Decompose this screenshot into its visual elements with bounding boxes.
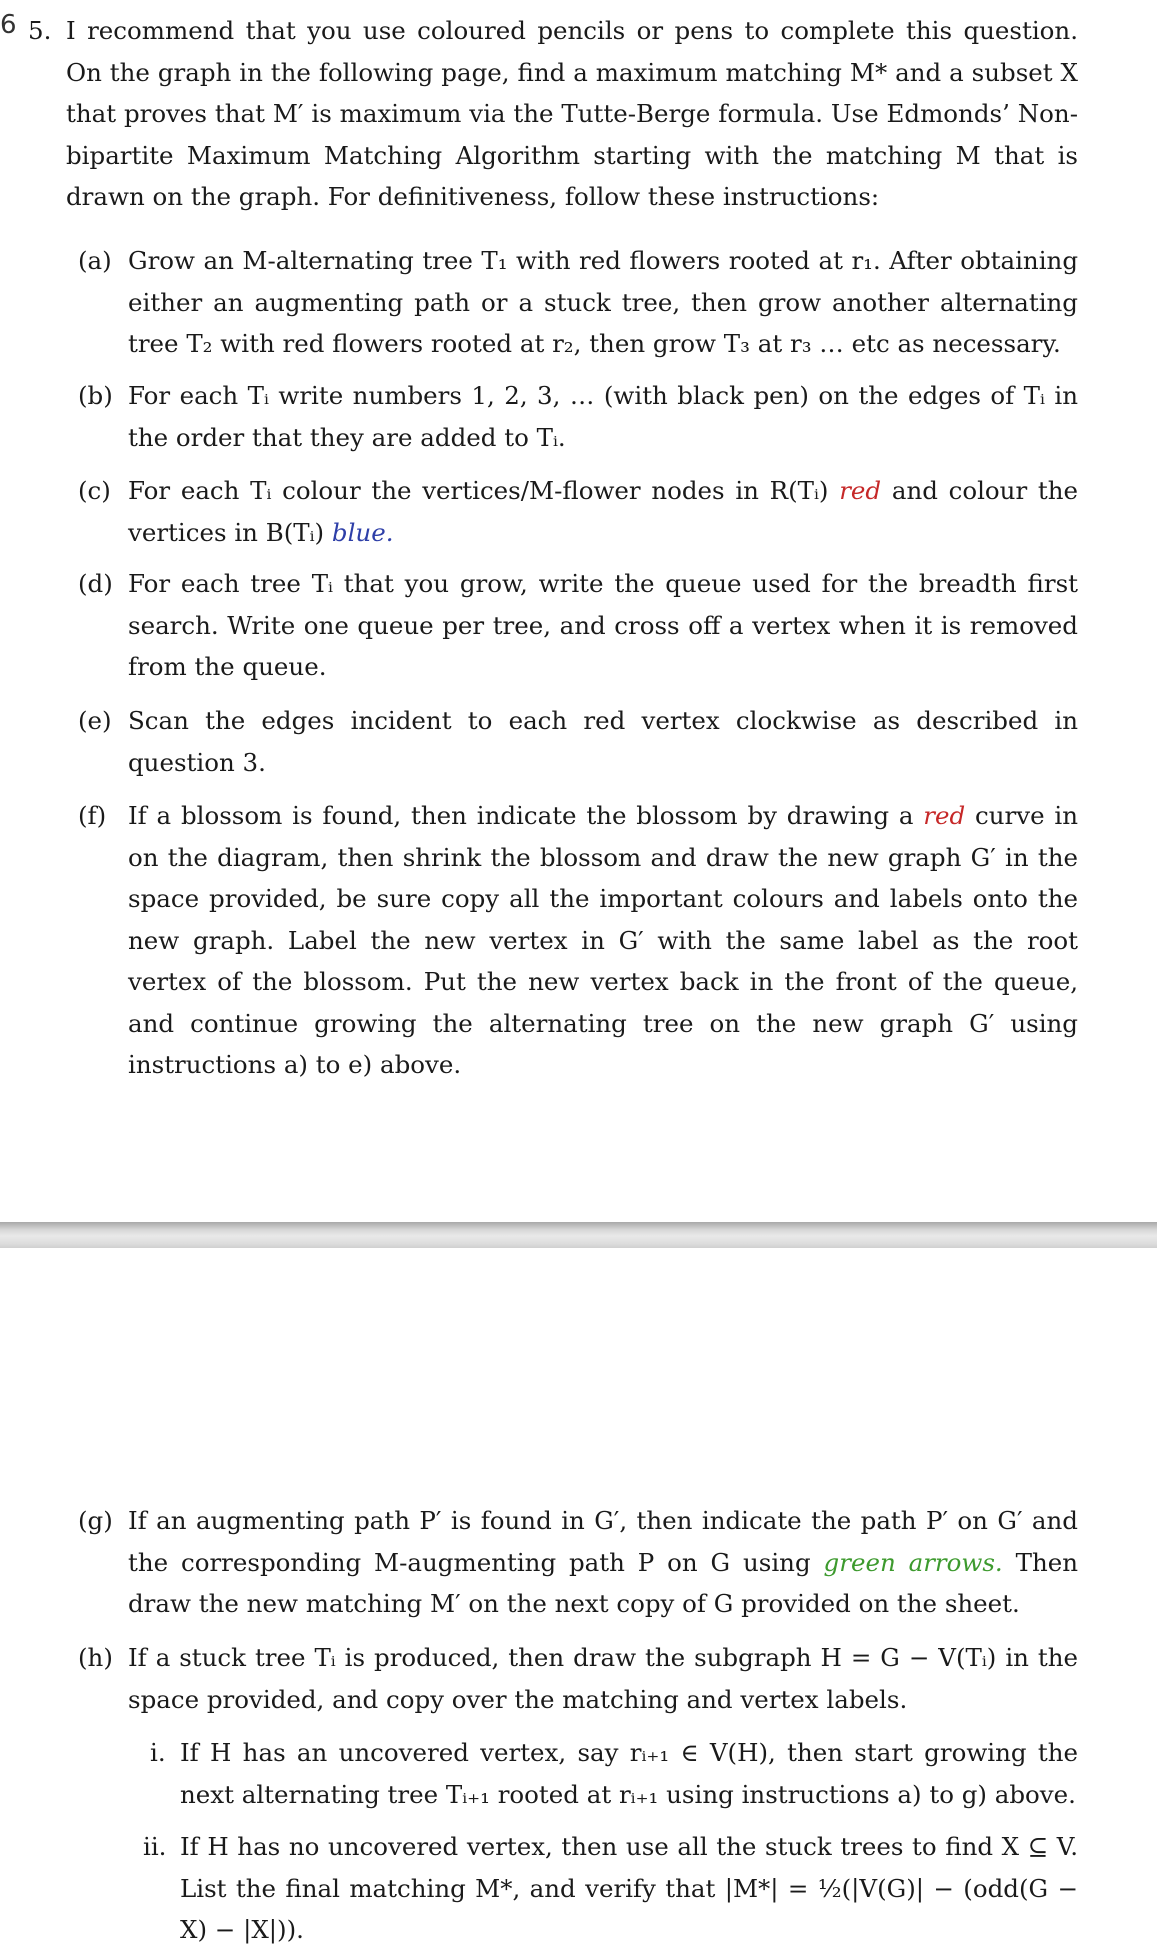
item-c-red-word: red (839, 476, 882, 505)
item-c-blue-word: blue. (331, 517, 394, 547)
item-e-text: Scan the edges incident to each red vertex clockwise as described in question 3. (128, 706, 1078, 777)
item-a-label: (a) (78, 246, 112, 275)
item-f-label: (f) (78, 801, 107, 830)
question-intro: I recommend that you use coloured pencils or pens to complete this question. On the graph in the following page, find a maximum matching M* and a subset X that proves that M′ is maximum via the Tutte-Berge formula. Use Edmonds’ Non-bipartite Maximum Matching Algorithm starting with the matching M that is drawn on the graph. For definitiveness, follow these instructions: (66, 16, 1078, 211)
item-c-text-mid: and colour the vertices in B(Tᵢ) (128, 476, 1079, 547)
item-b-label: (b) (78, 381, 113, 410)
item-e-label: (e) (78, 706, 112, 735)
item-a-text: Grow an M-alternating tree T₁ with red flowers rooted at r₁. After obtaining either an augmenting path or a stuck tree, then grow another alternating tree T₂ with red flowers rooted at r₂, then grow T₃ at r₃ … etc as necessary. (128, 246, 1078, 358)
item-f-text-after: curve in on the diagram, then shrink the blossom and draw the new graph G′ in the space provided, be sure copy all the important colours and labels onto the new graph. Label the new vertex in G′ with the same label as the root vertex of the blossom. Put the new vertex back in the front of the queue, and continue growing the alternating tree on the new graph G′ using instructions a) to e) above. (128, 801, 1078, 1079)
item-g-text-before: If an augmenting path P′ is found in G′, then indicate the path P′ on G′ and the corresponding M-augmenting path P on G using (128, 1506, 1078, 1577)
document-page-2 (0, 1248, 1157, 1954)
subitem-ii-text: If H has no uncovered vertex, then use all the stuck trees to find X ⊆ V. List the final matching M*, and verify that |M*| = ½(|V(G)| − (odd(G − X) − |X|)). (180, 1832, 1078, 1944)
item-g-green-word: green arrows. (823, 1547, 1003, 1577)
page-number: 6 (0, 10, 17, 40)
subitem-ii-label: ii. (143, 1832, 167, 1861)
page-separator (0, 1222, 1157, 1248)
item-f-text (128, 795, 1078, 1086)
item-h-text: If a stuck tree Tᵢ is produced, then draw the subgraph H = G − V(Tᵢ) in the space provided, and copy over the matching and vertex labels. (128, 1643, 1078, 1714)
item-g-text-after: Then draw the new matching M′ on the next copy of G provided on the sheet. (128, 1547, 1079, 1618)
item-f-red-word: red (923, 801, 966, 830)
item-c-text (128, 470, 1078, 553)
item-g-label: (g) (78, 1506, 113, 1535)
question-number: 5. (28, 16, 52, 45)
subitem-i-label: i. (150, 1738, 166, 1767)
item-c-label: (c) (78, 476, 111, 505)
item-f-text-before: If a blossom is found, then indicate the blossom by drawing a (128, 801, 914, 830)
subitem-i-text: If H has an uncovered vertex, say rᵢ₊₁ ∈ V(H), then start growing the next alternating tree Tᵢ₊₁ rooted at rᵢ₊₁ using instructions a) to g) above. (180, 1738, 1078, 1809)
item-h-label: (h) (78, 1643, 113, 1672)
item-c-text-before: For each Tᵢ colour the vertices/M-flower nodes in R(Tᵢ) (128, 476, 829, 505)
item-g-text (128, 1500, 1078, 1625)
item-d-text: For each tree Tᵢ that you grow, write the queue used for the breadth first search. Write one queue per tree, and cross off a vertex when it is removed from the queue. (128, 569, 1078, 681)
item-d-label: (d) (78, 569, 113, 598)
item-b-text: For each Tᵢ write numbers 1, 2, 3, … (with black pen) on the edges of Tᵢ in the order that they are added to Tᵢ. (128, 381, 1078, 452)
